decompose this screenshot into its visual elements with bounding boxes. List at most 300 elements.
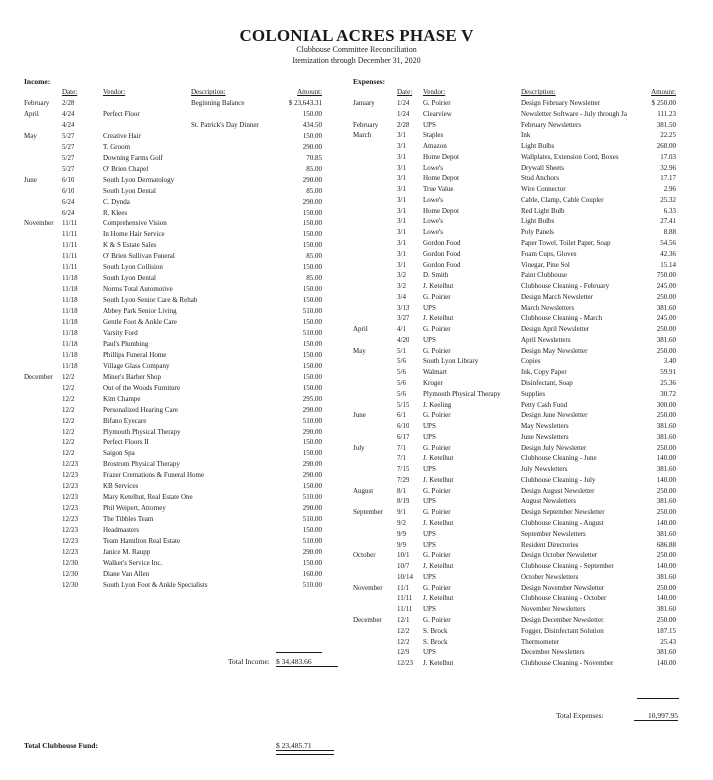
cell-date: 12/2 xyxy=(62,405,75,414)
cell-amount: 250.00 xyxy=(656,486,676,495)
cell-description: December Newsletters xyxy=(521,648,585,657)
cell-vendor: Gentle Foot & Ankle Care xyxy=(103,318,177,326)
cell-amount: 290.00 xyxy=(302,427,322,436)
cell-date: 4/24 xyxy=(62,109,75,118)
cell-vendor: South Lyon Senior Care & Rehab xyxy=(103,296,198,305)
cell-date: 7/29 xyxy=(397,475,410,484)
cell-amount: 25.36 xyxy=(660,379,676,388)
cell-description: Wallplates, Extension Cord, Boxes xyxy=(521,152,619,161)
cell-date: 11/11 xyxy=(62,252,78,261)
cell-amount: 140.00 xyxy=(656,475,676,484)
cell-month: August xyxy=(353,486,374,495)
table-row xyxy=(0,658,713,668)
cell-description: July Newsletters xyxy=(521,465,568,474)
cell-date: 5/27 xyxy=(62,142,75,151)
cell-amount: 150.00 xyxy=(302,230,322,239)
cell-date: 9/1 xyxy=(397,508,406,517)
cell-description: Design November Newsletter xyxy=(521,583,605,592)
cell-amount: 250.00 xyxy=(656,325,676,334)
table-row xyxy=(0,281,713,291)
cell-amount: 381.60 xyxy=(656,335,676,344)
cell-vendor: Clearview xyxy=(423,109,452,118)
cell-vendor: Plymouth Physical Therapy xyxy=(103,427,181,436)
cell-vendor: Lowe's xyxy=(423,163,443,172)
table-row xyxy=(0,550,713,560)
cell-amount: 250.00 xyxy=(656,411,676,420)
fund-total-value: $ 23,485.71 xyxy=(276,741,334,751)
cell-date: 3/1 xyxy=(397,152,406,161)
expenses-col-description: Description: xyxy=(521,88,556,96)
table-row xyxy=(0,604,713,614)
cell-description: Thermometer xyxy=(521,637,560,646)
expenses-col-amount: Amount: xyxy=(651,88,676,96)
cell-date: 3/1 xyxy=(397,142,406,151)
cell-date: 12/23 xyxy=(62,460,78,469)
cell-amount: 17.03 xyxy=(660,152,676,161)
cell-date: 10/7 xyxy=(397,562,410,571)
table-row xyxy=(0,475,713,485)
table-row xyxy=(0,496,713,506)
cell-date: 12/2 xyxy=(62,449,75,458)
cell-amount: 150.00 xyxy=(302,361,322,370)
cell-amount: 250.00 xyxy=(656,292,676,301)
cell-vendor: Varsity Ford xyxy=(103,328,138,337)
cell-amount: 42.36 xyxy=(660,249,676,258)
table-row xyxy=(0,486,713,496)
cell-amount: 290.00 xyxy=(302,460,322,469)
cell-amount: 510.00 xyxy=(302,580,322,589)
cell-date: 12/2 xyxy=(62,438,75,447)
cell-amount: 150.00 xyxy=(302,350,322,359)
cell-amount: 686.88 xyxy=(656,540,676,549)
table-row xyxy=(0,249,713,259)
cell-vendor: O' Brien Chapel xyxy=(103,164,149,173)
cell-date: 3/1 xyxy=(397,239,406,247)
cell-date: 12/23 xyxy=(62,537,78,545)
cell-amount: 150.00 xyxy=(302,241,322,250)
cell-description: Fogger, Disinfectant Solution xyxy=(521,626,604,635)
cell-vendor: Comprehensive Vision xyxy=(103,219,167,228)
cell-vendor: G. Poirier xyxy=(423,583,451,592)
cell-date: 5/6 xyxy=(397,368,406,377)
cell-amount: 140.00 xyxy=(656,454,676,463)
cell-vendor: Bifano Eyecare xyxy=(103,416,147,425)
cell-description: Poly Panels xyxy=(521,228,554,237)
cell-amount: 290.00 xyxy=(302,405,322,414)
cell-vendor: Personalized Hearing Care xyxy=(103,405,179,414)
cell-date: 12/30 xyxy=(62,558,78,567)
cell-date: 6/10 xyxy=(397,422,410,431)
cell-amount: 381.60 xyxy=(656,648,676,657)
cell-vendor: J. Ketelhut xyxy=(423,454,454,463)
cell-amount: 150.00 xyxy=(302,263,322,272)
cell-vendor: South Lyon Foot & Ankle Specialists xyxy=(103,580,208,589)
cell-amount: 85.00 xyxy=(306,164,322,173)
cell-amount: 381.60 xyxy=(656,497,676,506)
cell-date: 5/6 xyxy=(397,357,406,366)
cell-vendor: Frazer Cremations & Funeral Home xyxy=(103,471,205,480)
cell-amount: 510.00 xyxy=(302,515,322,524)
income-col-description: Description: xyxy=(191,88,226,96)
cell-month: December xyxy=(24,372,53,381)
table-row xyxy=(0,572,713,582)
cell-description: Ink xyxy=(521,131,531,140)
table-row xyxy=(0,593,713,603)
table-row xyxy=(0,410,713,420)
cell-date: 3/1 xyxy=(397,260,406,269)
cell-amount: 70.85 xyxy=(306,153,322,162)
cell-vendor: Diane Van Allen xyxy=(103,569,150,578)
cell-amount: 150.00 xyxy=(302,438,322,447)
cell-description: Paint Clubhouse xyxy=(521,271,568,280)
table-row xyxy=(0,518,713,528)
cell-date: 12/2 xyxy=(62,394,75,403)
cell-description: Design March Newsletter xyxy=(521,292,593,301)
cell-description: September Newsletters xyxy=(521,529,586,538)
expenses-total-rule xyxy=(637,698,679,699)
cell-date: 6/1 xyxy=(397,411,406,420)
table-row xyxy=(0,389,713,399)
cell-date: 11/18 xyxy=(62,328,78,337)
cell-date: 12/9 xyxy=(397,648,410,657)
cell-vendor: Village Glass Company xyxy=(103,361,170,370)
table-row xyxy=(0,216,713,226)
cell-vendor: Miner's Barber Shop xyxy=(103,372,162,381)
cell-description: Clubhouse Cleaning - July xyxy=(521,475,596,484)
cell-description: Petty Cash Fund xyxy=(521,400,568,409)
cell-amount: 54.56 xyxy=(660,239,676,247)
table-row xyxy=(0,206,713,216)
cell-date: 6/10 xyxy=(62,186,75,195)
cell-date: 3/1 xyxy=(397,228,406,237)
cell-date: 11/18 xyxy=(62,318,78,326)
cell-amount: 250.00 xyxy=(656,551,676,560)
cell-date: 3/1 xyxy=(397,131,406,140)
cell-date: 12/23 xyxy=(62,526,78,535)
cell-month: December xyxy=(353,615,382,624)
cell-vendor: G. Poirier xyxy=(423,508,451,517)
cell-date: 3/1 xyxy=(397,206,406,215)
cell-description: Wire Connector xyxy=(521,185,566,194)
cell-month: July xyxy=(353,443,365,452)
cell-description: February Newsletters xyxy=(521,120,582,129)
cell-amount: 381.50 xyxy=(656,120,676,129)
table-row xyxy=(0,400,713,410)
cell-date: 1/24 xyxy=(397,99,410,107)
cell-description: Design September Newsletter xyxy=(521,508,605,517)
cell-date: 12/1 xyxy=(397,615,410,624)
cell-amount: 381.60 xyxy=(656,529,676,538)
cell-date: 11/18 xyxy=(62,307,78,316)
cell-vendor: Lowe's xyxy=(423,217,443,226)
table-row xyxy=(0,141,713,151)
cell-vendor: Plymouth Physical Therapy xyxy=(423,389,501,398)
cell-vendor: G. Poirier xyxy=(423,486,451,495)
table-row xyxy=(0,120,713,130)
cell-date: 11/11 xyxy=(62,230,78,239)
cell-amount: 150.00 xyxy=(302,482,322,491)
cell-description: Foam Cups, Gloves xyxy=(521,249,577,258)
cell-vendor: UPS xyxy=(423,422,436,431)
cell-vendor: Walmart xyxy=(423,368,447,377)
cell-vendor: UPS xyxy=(423,572,436,581)
cell-vendor: C. Dynda xyxy=(103,197,130,206)
cell-amount: 250.00 xyxy=(656,615,676,624)
cell-description: April Newsletters xyxy=(521,335,571,344)
table-row xyxy=(0,173,713,183)
cell-description: Light Bulbs xyxy=(521,217,555,226)
fund-total-label: Total Clubhouse Fund: xyxy=(24,741,98,750)
cell-date: 12/23 xyxy=(397,659,413,668)
cell-date: 9/2 xyxy=(397,519,406,528)
cell-month: April xyxy=(353,325,368,334)
cell-amount: $ 23,643.31 xyxy=(288,99,322,107)
table-row xyxy=(0,561,713,571)
cell-date: 11/11 xyxy=(397,594,413,603)
cell-description: Cable, Clamp, Cable Coupler xyxy=(521,195,604,204)
cell-description: Ink, Copy Paper xyxy=(521,368,567,377)
table-row xyxy=(0,335,713,345)
cell-description: Clubhouse Cleaning - March xyxy=(521,314,603,323)
cell-date: 3/27 xyxy=(397,314,410,323)
cell-amount: 510.00 xyxy=(302,328,322,337)
cell-date: 3/4 xyxy=(397,292,406,301)
table-row xyxy=(0,270,713,280)
cell-description: Design February Newsletter xyxy=(521,99,600,107)
cell-amount: 150.00 xyxy=(302,318,322,326)
income-heading: Income: xyxy=(24,77,51,86)
cell-amount: 85.00 xyxy=(306,274,322,283)
cell-description: St. Patrick's Day Dinner xyxy=(191,120,259,129)
cell-amount: 268.00 xyxy=(656,142,676,151)
table-row xyxy=(0,303,713,313)
cell-vendor: J. Ketelhut xyxy=(423,519,454,528)
cell-vendor: UPS xyxy=(423,432,436,441)
cell-amount: 381.60 xyxy=(656,303,676,312)
cell-vendor: UPS xyxy=(423,335,436,344)
table-row xyxy=(0,529,713,539)
cell-amount: 3.40 xyxy=(663,357,676,366)
table-row xyxy=(0,432,713,442)
cell-date: 8/1 xyxy=(397,486,406,495)
table-row xyxy=(0,130,713,140)
cell-date: 4/24 xyxy=(62,120,75,129)
cell-date: 3/1 xyxy=(397,163,406,172)
cell-vendor: Phil Weipert, Attorney xyxy=(103,504,166,513)
cell-date: 6/24 xyxy=(62,197,75,206)
cell-date: 11/1 xyxy=(397,583,410,592)
cell-amount: 290.00 xyxy=(302,547,322,556)
cell-vendor: UPS xyxy=(423,648,436,657)
cell-vendor: Gordon Food xyxy=(423,249,461,258)
cell-vendor: Staples xyxy=(423,131,444,140)
cell-amount: 17.17 xyxy=(660,174,676,183)
cell-amount: 59.91 xyxy=(660,368,676,377)
cell-date: 8/19 xyxy=(397,497,410,506)
table-row xyxy=(0,615,713,625)
table-row xyxy=(0,464,713,474)
cell-month: January xyxy=(353,99,375,107)
cell-description: Vinegar, Pine Sol xyxy=(521,260,570,269)
cell-vendor: UPS xyxy=(423,497,436,506)
cell-date: 2/28 xyxy=(397,120,410,129)
cell-month: June xyxy=(24,175,37,184)
cell-date: 11/18 xyxy=(62,361,78,370)
cell-vendor: J. Keeling xyxy=(423,400,452,409)
cell-date: 11/11 xyxy=(62,241,78,250)
income-col-date: Date: xyxy=(62,88,78,96)
cell-amount: 2.96 xyxy=(663,185,676,194)
cell-date: 12/23 xyxy=(62,493,78,502)
cell-vendor: G. Poirier xyxy=(423,292,451,301)
cell-description: November Newsletters xyxy=(521,605,586,614)
cell-vendor: Home Depot xyxy=(423,206,459,215)
cell-month: May xyxy=(353,346,366,355)
cell-amount: 22.25 xyxy=(660,131,676,140)
cell-month: October xyxy=(353,551,376,560)
cell-amount: 381.60 xyxy=(656,572,676,581)
cell-vendor: South Lyon Collision xyxy=(103,263,163,272)
cell-amount: 150.00 xyxy=(302,372,322,381)
cell-vendor: Paul's Plumbing xyxy=(103,339,149,348)
income-total-value: $ 34,483.66 xyxy=(276,657,338,667)
cell-vendor: Lowe's xyxy=(423,195,443,204)
cell-description: Resident Directories xyxy=(521,540,579,549)
table-row xyxy=(0,540,713,550)
cell-amount: 85.00 xyxy=(306,252,322,261)
cell-date: 3/1 xyxy=(397,217,406,226)
cell-date: 5/27 xyxy=(62,164,75,173)
cell-vendor: UPS xyxy=(423,465,436,474)
cell-description: Clubhouse Cleaning - August xyxy=(521,519,604,528)
cell-amount: 510.00 xyxy=(302,493,322,502)
cell-description: March Newsletters xyxy=(521,303,575,312)
table-row xyxy=(0,313,713,323)
cell-vendor: UPS xyxy=(423,120,436,129)
cell-month: February xyxy=(353,120,379,129)
cell-description: June Newsletters xyxy=(521,432,569,441)
cell-vendor: True Value xyxy=(423,185,454,194)
cell-vendor: J. Ketelhut xyxy=(423,659,454,668)
expenses-total-label: Total Expenses: xyxy=(556,711,604,720)
cell-amount: 150.00 xyxy=(302,109,322,118)
cell-description: Design July Newsletter xyxy=(521,443,587,452)
cell-vendor: Home Depot xyxy=(423,174,459,183)
cell-description: August Newsletters xyxy=(521,497,577,506)
cell-vendor: Saigon Spa xyxy=(103,449,135,458)
cell-date: 7/1 xyxy=(397,454,406,463)
cell-month: June xyxy=(353,411,366,420)
page-title: COLONIAL ACRES PHASE V xyxy=(239,26,474,45)
table-row xyxy=(0,367,713,377)
cell-amount: 150.00 xyxy=(302,383,322,392)
cell-vendor: S. Brock xyxy=(423,637,448,646)
cell-date: 6/24 xyxy=(62,208,75,217)
page-subtitle: Clubhouse Committee Reconciliation xyxy=(296,45,417,54)
cell-amount: 150.00 xyxy=(302,131,322,140)
cell-amount: 150.00 xyxy=(302,339,322,348)
cell-date: 6/17 xyxy=(397,432,410,441)
cell-vendor: G. Poirier xyxy=(423,443,451,452)
cell-amount: 150.00 xyxy=(302,208,322,217)
cell-amount: 111.23 xyxy=(657,109,676,118)
cell-vendor: R. Klees xyxy=(103,208,128,217)
cell-date: 3/2 xyxy=(397,282,406,291)
cell-vendor: J. Ketelhut xyxy=(423,314,454,323)
cell-description: October Newsletters xyxy=(521,572,579,581)
cell-date: 11/11 xyxy=(62,263,78,272)
cell-month: September xyxy=(353,508,383,517)
cell-vendor: South Lyon Library xyxy=(423,357,479,366)
cell-date: 4/1 xyxy=(397,325,406,334)
cell-vendor: G. Poirier xyxy=(423,615,451,624)
cell-date: 5/6 xyxy=(397,389,406,398)
cell-vendor: T. Groom xyxy=(103,142,131,151)
cell-amount: $ 250.00 xyxy=(651,99,676,107)
expenses-col-vendor: Vendor: xyxy=(423,88,446,96)
cell-vendor: UPS xyxy=(423,529,436,538)
table-row xyxy=(0,260,713,270)
cell-vendor: Janice M. Raupp xyxy=(103,547,151,556)
cell-description: Clubhouse Cleaning - November xyxy=(521,659,614,668)
expenses-col-date: Date: xyxy=(397,88,413,96)
expenses-total-value: 10,997.95 xyxy=(634,711,678,721)
cell-month: November xyxy=(353,583,383,592)
cell-date: 6/10 xyxy=(62,175,75,184)
cell-amount: 140.00 xyxy=(656,659,676,668)
income-total-rule xyxy=(276,652,322,653)
cell-vendor: South Lyon Dental xyxy=(103,274,156,283)
cell-amount: 32.96 xyxy=(660,163,676,172)
cell-amount: 381.60 xyxy=(656,605,676,614)
cell-date: 12/30 xyxy=(62,569,78,578)
table-row xyxy=(0,98,713,108)
cell-vendor: UPS xyxy=(423,605,436,614)
cell-amount: 150.00 xyxy=(302,558,322,567)
table-row xyxy=(0,626,713,636)
cell-amount: 150.00 xyxy=(302,526,322,535)
cell-vendor: J. Ketelhut xyxy=(423,594,454,603)
cell-description: Clubhouse Cleaning - October xyxy=(521,594,607,603)
cell-vendor: Perfect Floor xyxy=(103,109,140,118)
cell-date: 3/1 xyxy=(397,185,406,194)
cell-vendor: Amazon xyxy=(423,142,447,151)
table-row xyxy=(0,647,713,657)
cell-vendor: Gordon Food xyxy=(423,239,461,247)
cell-description: Clubhouse Cleaning - June xyxy=(521,454,597,463)
cell-description: Newsletter Software - July through Ja xyxy=(521,109,627,118)
cell-vendor: J. Ketelhut xyxy=(423,282,454,291)
table-row xyxy=(0,292,713,302)
table-row xyxy=(0,637,713,647)
cell-vendor: UPS xyxy=(423,303,436,312)
cell-date: 9/9 xyxy=(397,540,406,549)
cell-date: 11/18 xyxy=(62,350,78,359)
cell-amount: 160.00 xyxy=(302,569,322,578)
cell-date: 12/2 xyxy=(62,427,75,436)
cell-amount: 381.60 xyxy=(656,465,676,474)
cell-date: 3/1 xyxy=(397,174,406,183)
cell-amount: 434.50 xyxy=(302,120,322,129)
cell-amount: 750.00 xyxy=(656,271,676,280)
cell-vendor: S. Brock xyxy=(423,626,448,635)
expenses-heading: Expenses: xyxy=(353,77,386,86)
cell-vendor: South Lyon Dermatology xyxy=(103,175,175,184)
cell-vendor: G. Poirier xyxy=(423,325,451,334)
cell-date: 11/18 xyxy=(62,296,78,305)
table-row xyxy=(0,227,713,237)
cell-date: 9/9 xyxy=(397,529,406,538)
